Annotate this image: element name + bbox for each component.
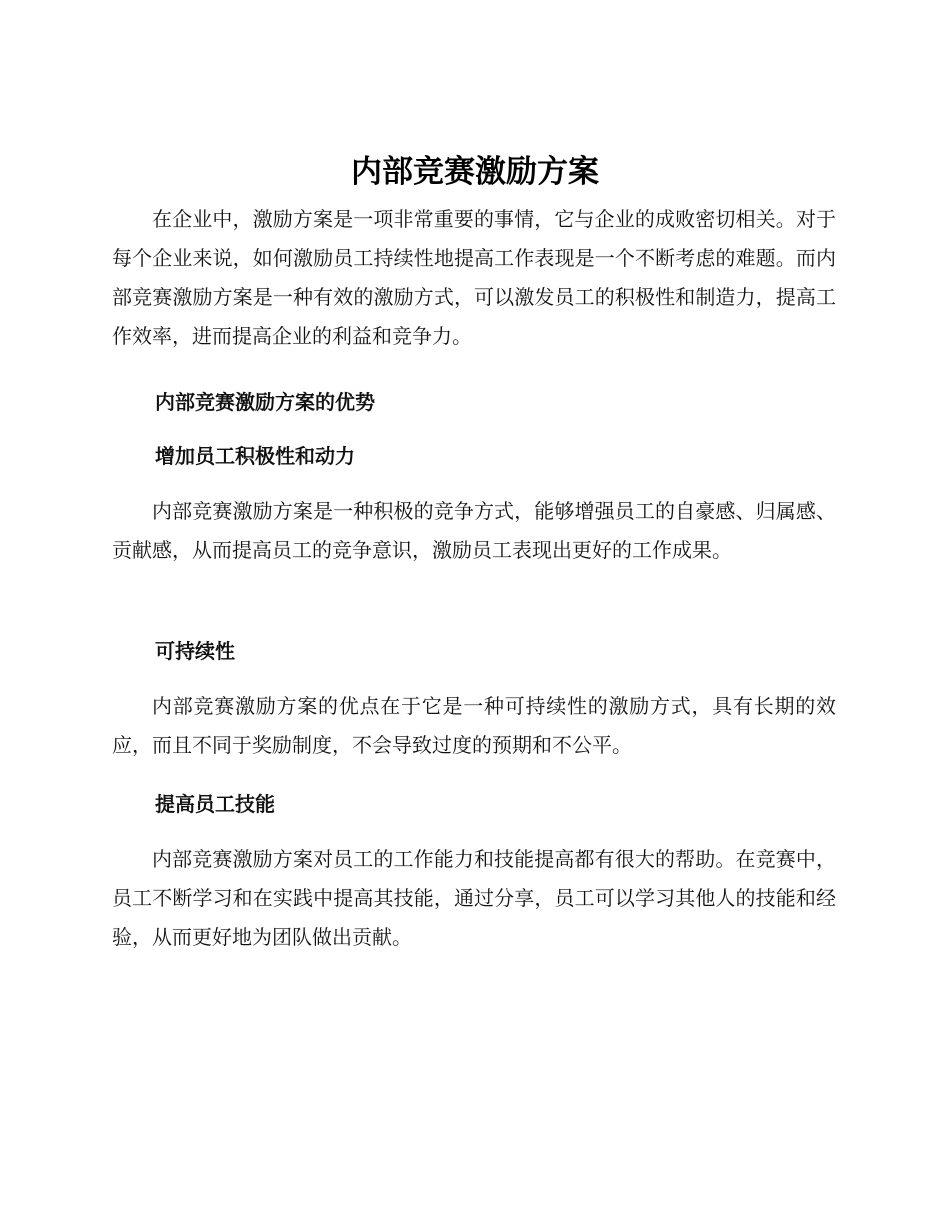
subheading-skills: 提高员工技能 bbox=[155, 792, 275, 816]
subheading-sustainability: 可持续性 bbox=[155, 639, 235, 663]
intro-paragraph: 在企业中，激励方案是一项非常重要的事情，它与企业的成败密切相关。对于每个企业来说，如何激励员工持续性地提高工作表现是一个不断考虑的难题。而内部竞赛激励方案是一种有效的激励方式，可以激发员工的积极性和制造力，提高工作效率，进而提高企业的利益和竞争力。 bbox=[112, 207, 836, 348]
section-heading: 内部竞赛激励方案的优势 bbox=[155, 390, 375, 414]
paragraph-sustainability: 内部竞赛激励方案的优点在于它是一种可持续性的激励方式，具有长期的效应，而且不同于奖励制度，不会导致过度的预期和不公平。 bbox=[112, 694, 836, 757]
paragraph-skills: 内部竞赛激励方案对员工的工作能力和技能提高都有很大的帮助。在竞赛中，员工不断学习和在实践中提高其技能，通过分享，员工可以学习其他人的技能和经验，从而更好地为团队做出贡献。 bbox=[112, 847, 836, 949]
document-title: 内部竞赛激励方案 bbox=[351, 154, 599, 190]
paragraph-motivation: 内部竞赛激励方案是一种积极的竞争方式，能够增强员工的自豪感、归属感、贡献感，从而提高员工的竞争意识，激励员工表现出更好的工作成果。 bbox=[112, 499, 836, 562]
subheading-motivation: 增加员工积极性和动力 bbox=[155, 444, 355, 468]
